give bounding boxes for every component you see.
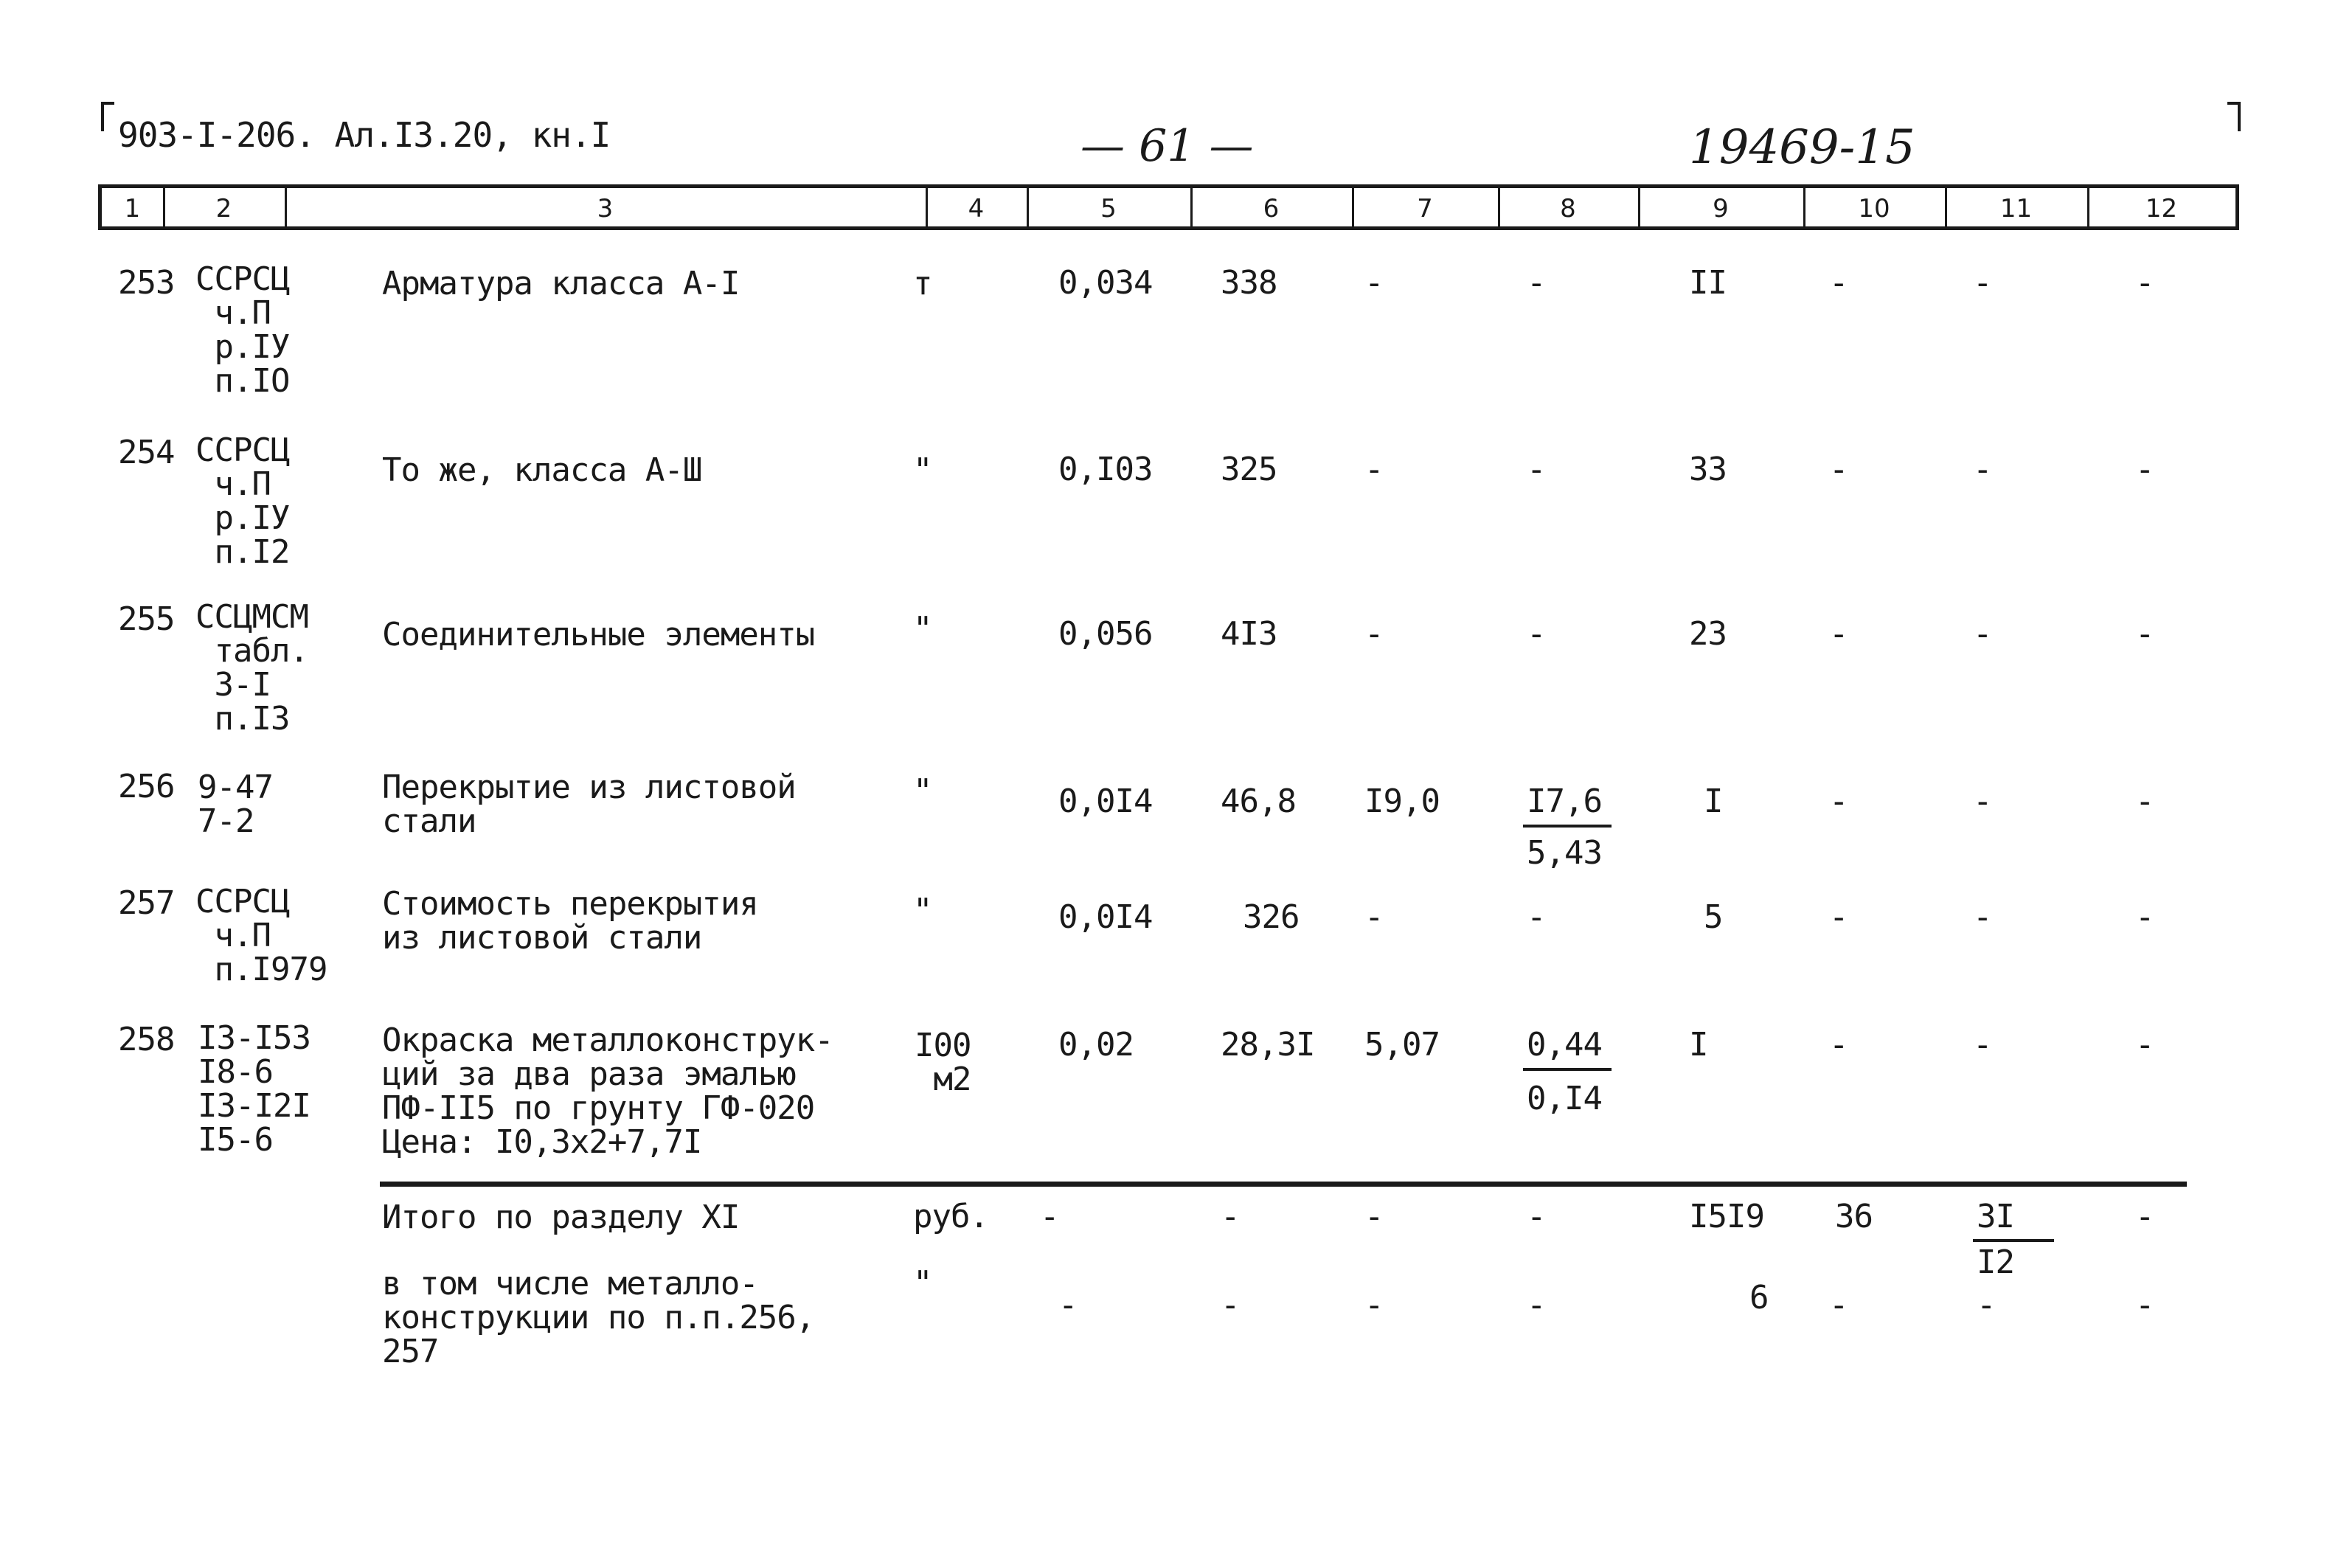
work-description: То же, класса А-Ш [382,451,702,489]
col-8-numerator: I7,6 [1527,783,1602,820]
corner-mark-left [101,102,114,131]
column-number: 5 [1100,194,1117,223]
col-11-numerator: 3I [1977,1198,2014,1235]
col-6: - [1221,1198,1240,1235]
column-number: 11 [1999,194,2033,223]
unit: " [913,451,932,489]
col-8: - [1527,615,1546,653]
work-description: Окраска металлоконструк- ций за два раза эмалью ПФ-II5 по грунту ГФ-020 Цена: I0,3х2+7,7I [382,1021,833,1161]
col-7: 5,07 [1364,1026,1440,1064]
total-cost: 6 [1749,1279,1769,1317]
unit-price: 338 [1221,264,1277,302]
col-8-denominator: 5,43 [1527,834,1602,872]
page-number: — 61 — [1080,120,1254,172]
col-7: - [1364,615,1384,653]
column-header [98,184,2239,230]
fraction-line [1523,825,1612,828]
unit: " [913,1264,932,1302]
col-7: - [1364,1286,1384,1324]
col-12: - [2135,783,2154,820]
item-number: 258 [118,1021,175,1058]
item-number: 257 [118,884,175,922]
column-number: 1 [124,194,141,223]
col-10: - [1829,1026,1848,1064]
corner-mark-right [2227,102,2241,131]
work-description: Соединительные элементы [382,616,815,653]
col-11: - [1973,264,1992,302]
work-description: Стоимость перекрытия из листовой стали [382,885,758,957]
col-7: - [1364,451,1384,488]
unit: " [913,610,932,648]
col-10: - [1829,451,1848,488]
col-10: - [1829,898,1848,936]
col-11: - [1973,898,1992,936]
col-10: - [1829,1286,1848,1324]
unit-price: 326 [1243,898,1300,936]
col-8: - [1527,264,1546,302]
item-number: 256 [118,768,175,805]
col-7: - [1364,1198,1384,1235]
col-8: - [1527,1198,1546,1235]
col-10: - [1829,615,1848,653]
item-number: 254 [118,434,175,471]
work-description: Перекрытие из листовой стали [382,769,796,840]
fraction-line [1523,1068,1612,1071]
column-number: 6 [1263,194,1280,223]
total-cost: 5 [1704,898,1723,936]
col-11: - [1973,615,1992,653]
col-11: - [1973,1026,1992,1064]
norm-code: ССРСЦ ч.П п.I979 [195,883,327,988]
quantity: 0,0I4 [1058,898,1153,936]
unit: руб. [913,1198,988,1235]
col-8-numerator: 0,44 [1527,1026,1602,1064]
col-5: - [1040,1198,1059,1235]
col-11: - [1973,451,1992,488]
column-number: 2 [215,194,232,223]
col-11: - [1973,783,1992,820]
col-12: - [2135,1286,2154,1324]
col-12: - [2135,898,2154,936]
col-12: - [2135,1026,2154,1064]
norm-code: I3-I53 I8-6 I3-I2I I5-6 [198,1019,311,1159]
total-cost: I [1689,1026,1708,1064]
norm-code: ССЦМСМ табл. 3-I п.I3 [195,598,308,738]
total-cost: I5I9 [1689,1198,1764,1235]
section-divider [380,1182,2187,1187]
col-8: - [1527,451,1546,488]
col-10: - [1829,264,1848,302]
unit-price: 4I3 [1221,615,1277,653]
unit: " [913,772,932,810]
unit-price: 28,3I [1221,1026,1315,1064]
col-12: - [2135,451,2154,488]
unit-price: 46,8 [1221,783,1296,820]
column-number: 7 [1417,194,1433,223]
col-6: - [1221,1286,1240,1324]
col-10: - [1829,783,1848,820]
quantity: 0,056 [1058,615,1153,653]
col-11-denominator: I2 [1977,1243,2014,1281]
total-label: Итого по разделу XI [382,1198,740,1236]
quantity: 0,0I4 [1058,783,1153,820]
archive-number: 19469-15 [1689,120,1915,175]
col-7: - [1364,898,1384,936]
col-12: - [2135,1198,2154,1235]
col-12: - [2135,615,2154,653]
col-10: 36 [1835,1198,1873,1235]
norm-code: 9-47 7-2 [198,769,273,840]
col-12: - [2135,264,2154,302]
col-7: - [1364,264,1384,302]
col-8-denominator: 0,I4 [1527,1080,1602,1117]
document-reference: 903-I-206. Ал.I3.20, кн.I [118,115,611,155]
col-8: - [1527,1286,1546,1324]
unit: " [913,892,932,929]
col-11: - [1977,1286,1996,1324]
total-cost: 33 [1689,451,1727,488]
quantity: 0,034 [1058,264,1153,302]
column-number: 9 [1713,194,1729,223]
col-5: - [1058,1286,1078,1324]
unit: т [913,265,932,302]
column-number: 3 [597,194,614,223]
quantity: 0,02 [1058,1026,1134,1064]
col-7: I9,0 [1364,783,1440,820]
column-number: 12 [2145,194,2178,223]
column-number: 10 [1858,194,1890,223]
work-description: Арматура класса А-I [382,265,740,302]
unit-price: 325 [1221,451,1277,488]
item-number: 253 [118,264,175,302]
unit: I00 м2 [915,1027,971,1098]
column-number: 4 [968,194,985,223]
total-cost: II [1689,264,1727,302]
total-cost: 23 [1689,615,1727,653]
total-label: в том числе металло- конструкции по п.п.256, 257 [382,1265,815,1370]
norm-code: ССРСЦ ч.П р.IУ п.IO [195,260,290,400]
total-cost: I [1704,783,1723,820]
norm-code: ССРСЦ ч.П р.IУ п.I2 [195,431,290,571]
col-8: - [1527,898,1546,936]
column-number: 8 [1560,194,1576,223]
fraction-line [1973,1239,2054,1242]
quantity: 0,I03 [1058,451,1153,488]
item-number: 255 [118,600,175,638]
